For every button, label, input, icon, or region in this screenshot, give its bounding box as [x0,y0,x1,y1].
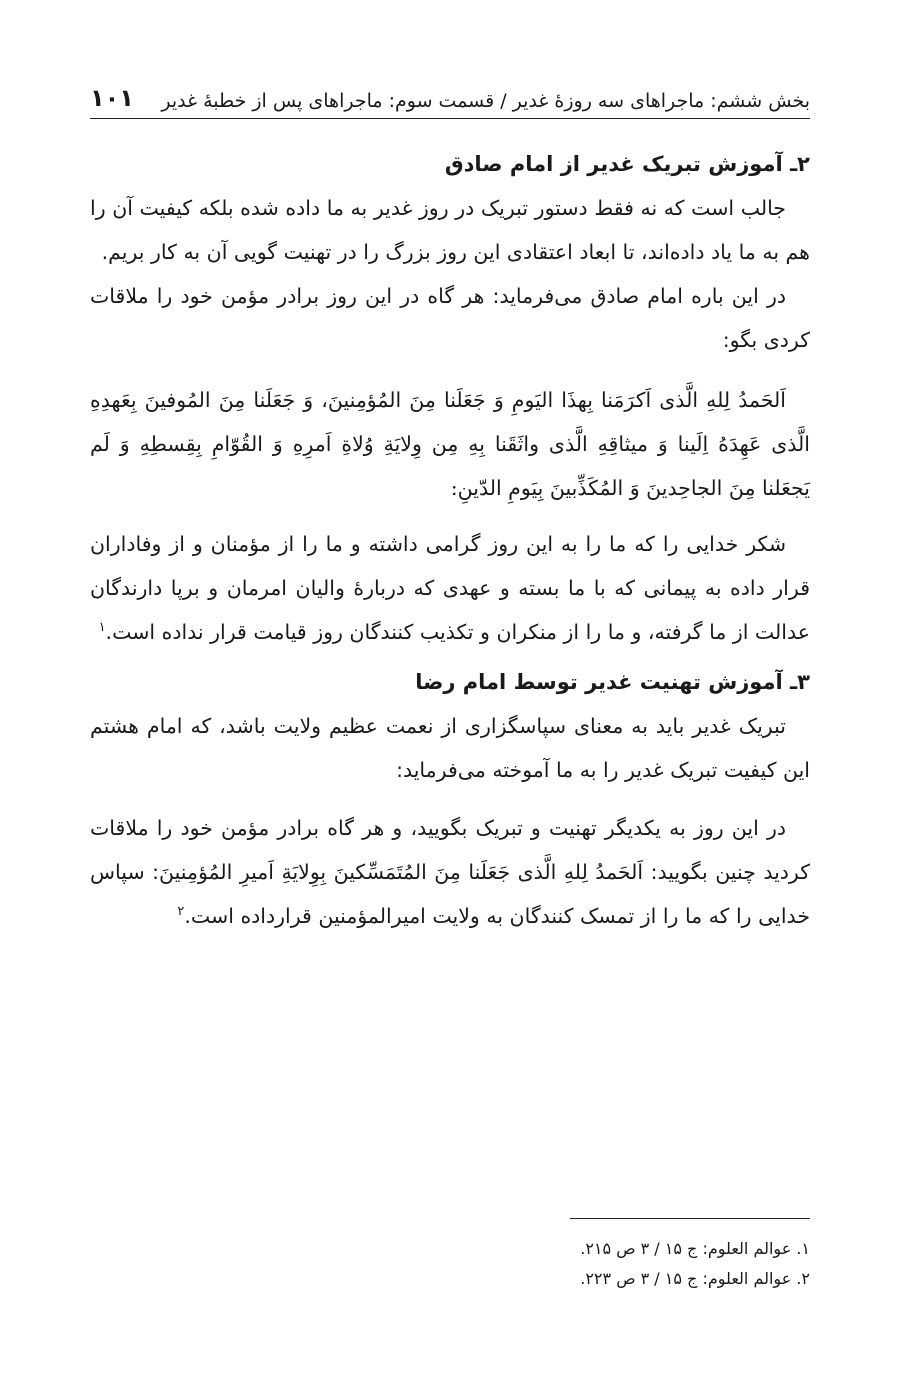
page-number: ۱۰۱ [90,84,134,112]
book-page [90,0,810,1390]
footnote-1: ۱. عوالم العلوم: ج ۱۵ / ۳ ص ۲۱۵. [580,1239,810,1258]
running-header [90,72,810,119]
footnote-divider [570,1218,810,1219]
section-2-arabic-quote: اَلحَمدُ لِلهِ الَّذی اَکرَمَنا بِهذَا الیَومِ وَ جَعَلَنا مِنَ المُؤمِنینَ، وَ جَعَلَنا مِنَ المُوفینَ بِعَهدِهِ الَّذی عَهِدَهُ اِلَینا وَ میثاقِهِ الَّذی واثَقَنا بِهِ مِن وِلایَةِ وُلاةِ اَمرِهِ وَ القُوّامِ بِقِسطِهِ وَ لَم یَجعَلنا مِنَ الجاحِدینَ وَ المُکَذِّبینَ بِیَومِ الدّینِ: [90,388,810,500]
section-3-paragraph-1: تبریک غدیر باید به معنای سپاسگزاری از نعمت عظیم ولایت باشد، که امام هشتم این کیفیت تبریک غدیر را به ما آموخته می‌فرماید: [90,714,810,782]
header-title: بخش ششم: ماجراهای سه روزهٔ غدیر / قسمت سوم: ماجراهای پس از خطبهٔ غدیر [161,90,810,112]
page-content [90,142,810,938]
translation-text: شکر خدایی را که ما را به این روز گرامی داشته و ما را از مؤمنان و از وفاداران قرار داده به پیمانی که با ما بسته و عهدی که دربارهٔ والیان امرمان و برپا دارندگان عدالت از ما گرفته، و ما را از منکران و تکذیب کنندگان روز قیامت قرار نداده است. [90,532,810,644]
section-2-translation [90,522,810,654]
footnote-2: ۲. عوالم العلوم: ج ۱۵ / ۳ ص ۲۲۳. [580,1269,810,1288]
footnote-ref-2: ۲ [177,904,185,920]
section-3-heading: ۳ـ آموزش تهنیت غدیر توسط امام رضا [415,670,810,694]
section-3-quote-text: در این روز به یکدیگر تهنیت و تبریک بگویید، و هر گاه برادر مؤمن خود را ملاقات کردید چنین بگویید: اَلحَمدُ لِلهِ الَّذی جَعَلَنا مِنَ المُتَمَسِّکینَ بِوِلایَةِ اَمیرِ المُؤمِنینَ: سپاس خدایی را که ما را از تمسک کنندگان به ولایت امیرالمؤمنین قرارداده است. [90,816,810,928]
section-2-paragraph-1: جالب است که نه فقط دستور تبریک در روز غدیر به ما داده شده بلکه کیفیت آن را هم به ما یاد داده‌اند، تا ابعاد اعتقادی این روز بزرگ را در تهنیت گویی آن به کار بریم. [90,196,810,264]
footnote-ref-1: ۱ [98,620,106,636]
section-2-heading: ۲ـ آموزش تبریک غدیر از امام صادق [444,152,810,176]
footnotes [90,1234,810,1294]
section-2-paragraph-2: در این باره امام صادق می‌فرماید: هر گاه در این روز برادر مؤمن خود را ملاقات کردی بگو: [90,284,810,352]
section-3-quote [90,806,810,938]
